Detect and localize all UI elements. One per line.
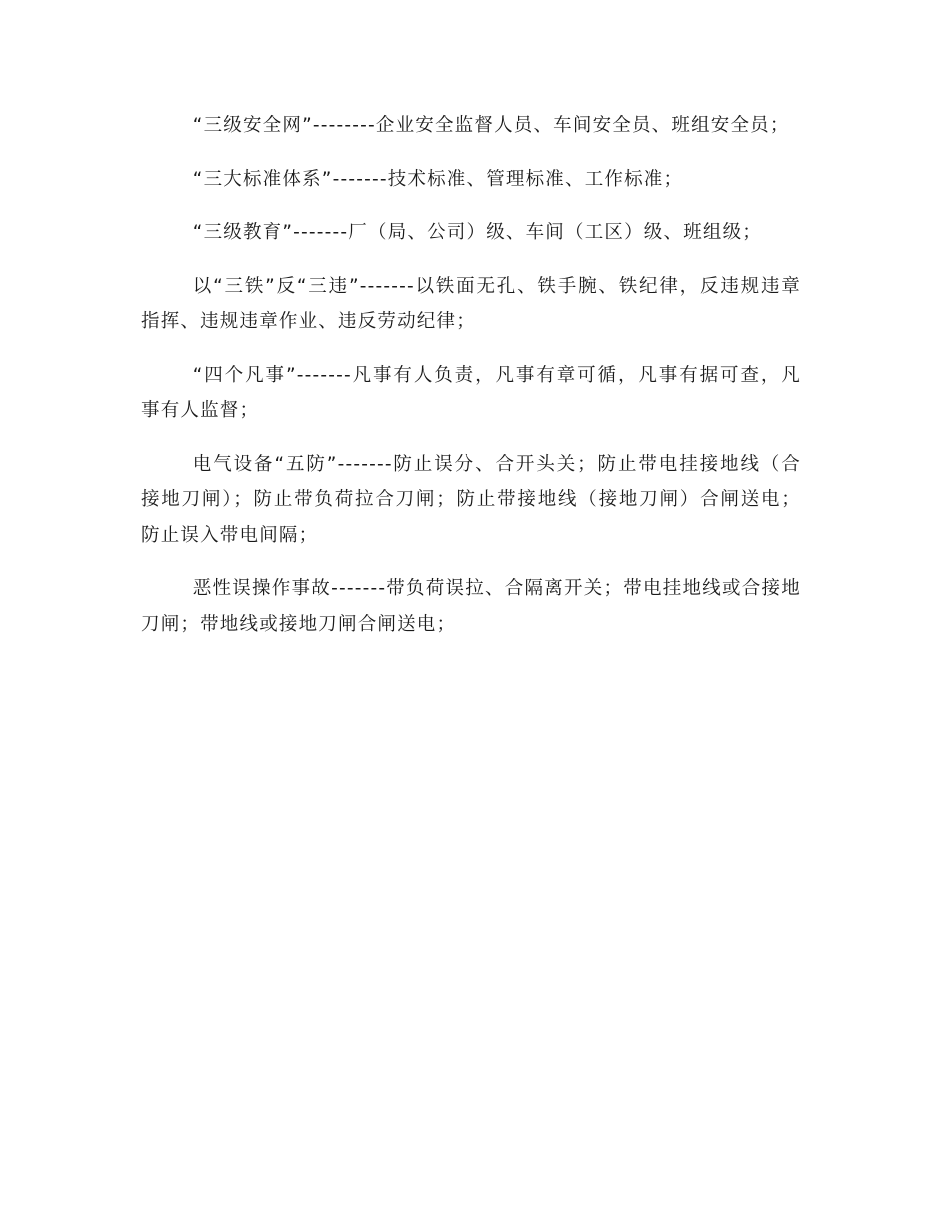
paragraph-malignant-misoperation: 恶性误操作事故-------带负荷误拉、合隔离开关；带电挂地线或合接地刀闸；带地线或接地刀闸合闸送电；: [141, 578, 801, 635]
paragraph-three-level-safety-net: “三级安全网”--------企业安全监督人员、车间安全员、班组安全员；: [192, 115, 790, 136]
document-body: [141, 108, 801, 660]
paragraph-four-everythings: “四个凡事”-------凡事有人负责，凡事有章可循，凡事有据可查，凡事有人监督；: [141, 364, 801, 421]
paragraph-five-preventions: 电气设备“五防”-------防止误分、合开头关；防止带电挂接地线（合接地刀闸）；防止带负荷拉合刀闸；防止带接地线（接地刀闸）合闸送电；防止误入带电间隔；: [141, 453, 801, 546]
paragraph-three-level-education: “三级教育”-------厂（局、公司）级、车间（工区）级、班组级；: [192, 222, 762, 243]
paragraph-three-iron-against-three-violations: 以“三铁”反“三违”-------以铁面无孔、铁手腕、铁纪律，反违规违章指挥、违规违章作业、违反劳动纪律；: [141, 275, 801, 332]
paragraph-three-standard-systems: “三大标准体系”-------技术标准、管理标准、工作标准；: [192, 168, 684, 190]
